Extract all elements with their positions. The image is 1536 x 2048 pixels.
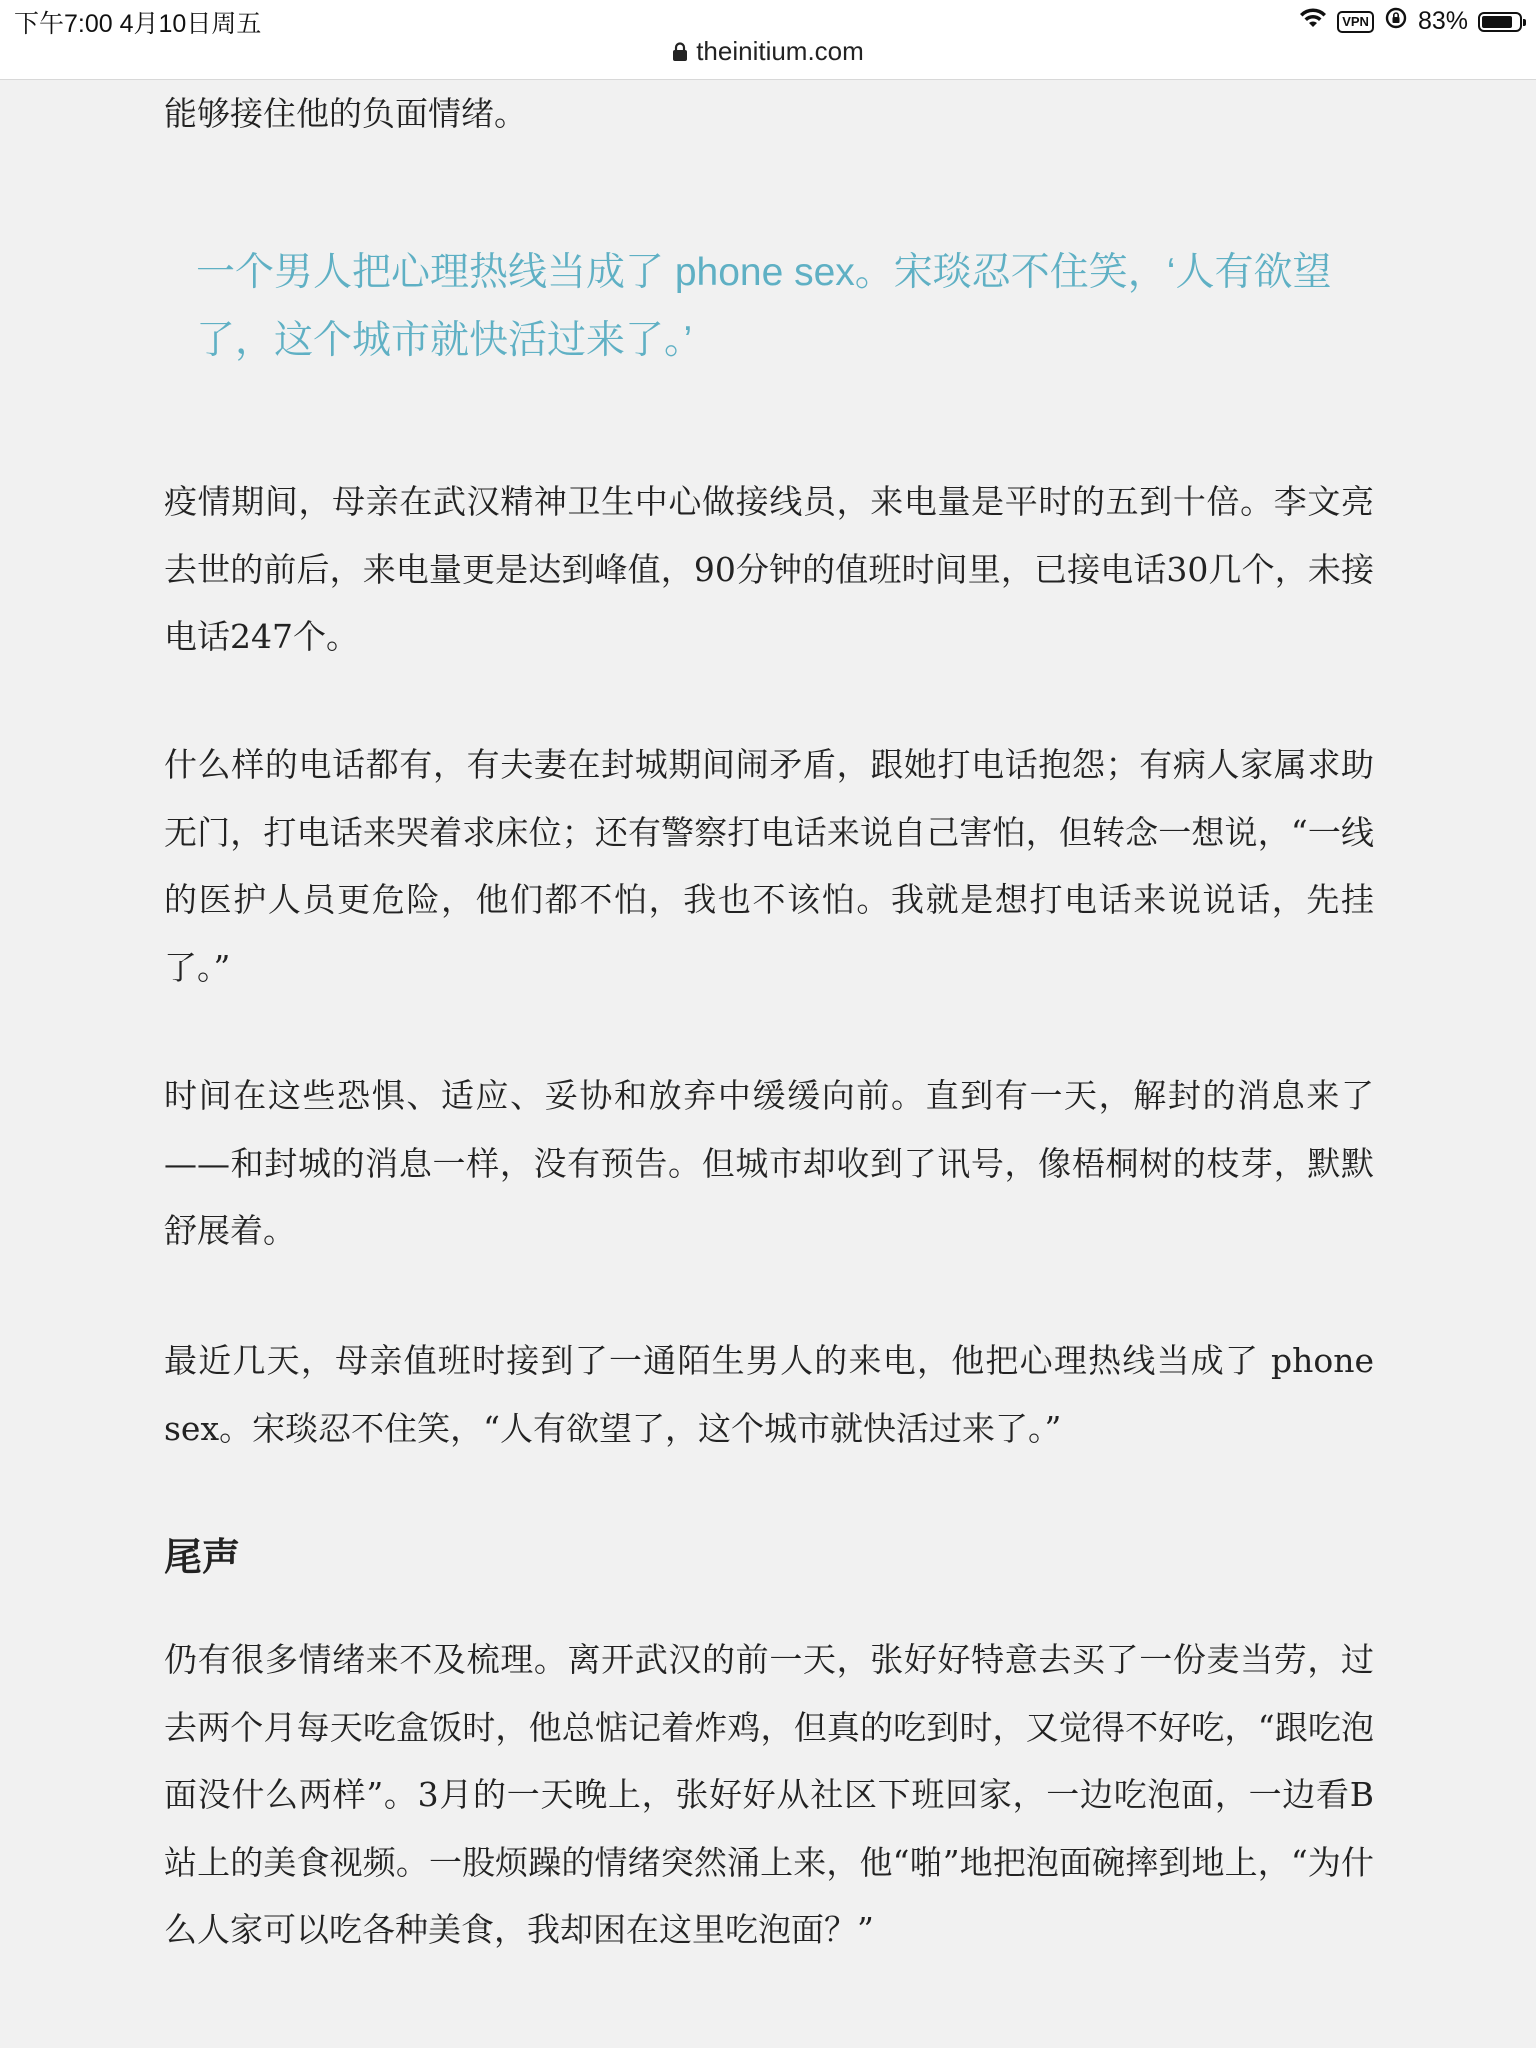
battery-icon: [1478, 12, 1522, 32]
status-indicators: [1299, 6, 1522, 37]
wifi-icon: [1299, 7, 1327, 36]
address-bar[interactable]: [0, 36, 1536, 69]
article-paragraph: 最近几天，母亲值班时接到了一通陌生男人的来电，他把心理热线当成了 phone sex。宋琰忍不住笑，“人有欲望了，这个城市就快活过来了。”: [164, 1341, 1374, 1448]
article-paragraph: 仍有很多情绪来不及梳理。离开武汉的前一天，张好好特意去买了一份麦当劳，过去两个月每天吃盒饭时，他总惦记着炸鸡，但真的吃到时，又觉得不好吃，“跟吃泡面没什么两样”。3月的一天晚上，张好好从社区下班回家，一边吃泡面，一边看B站上的美食视频。一股烦躁的情绪突然涌上来，他“啪”地把泡面碗摔到地上，“为什么人家可以吃各种美食，我却困在这里吃泡面？”: [164, 1640, 1374, 1949]
article-paragraph: 什么样的电话都有，有夫妻在封城期间闹矛盾，跟她打电话抱怨；有病人家属求助无门，打电话来哭着求床位；还有警察打电话来说自己害怕，但转念一想说，“一线的医护人员更危险，他们都不怕，我也不该怕。我就是想打电话来说说话，先挂了。”: [164, 745, 1374, 987]
article-paragraph: 时间在这些恐惧、适应、妥协和放弃中缓缓向前。直到有一天，解封的消息来了——和封城的消息一样，没有预告。但城市却收到了讯号，像梧桐树的枝芽，默默舒展着。: [164, 1076, 1374, 1250]
article-paragraph: 疫情期间，母亲在武汉精神卫生中心做接线员，来电量是平时的五到十倍。李文亮去世的前后，来电量更是达到峰值，90分钟的值班时间里，已接电话30几个，未接电话247个。: [164, 482, 1374, 656]
battery-level-fill: [1482, 16, 1512, 28]
battery-percent: 83%: [1417, 7, 1468, 35]
intro-tail-paragraph: 能够接住他的负面情绪。: [164, 94, 527, 133]
orientation-lock-icon: [1384, 6, 1408, 37]
status-bar: [0, 0, 1536, 80]
vpn-icon: VPN: [1337, 11, 1374, 33]
lock-icon: [672, 38, 688, 69]
status-time-date: 下午7:00 4月10日周五: [14, 10, 262, 38]
section-heading: 尾声: [164, 1537, 241, 1579]
pull-quote: 一个男人把心理热线当成了 phone sex。宋琰忍不住笑，‘人有欲望了，这个城市就快活过来了。’: [196, 251, 1332, 362]
url-text: theinitium.com: [696, 36, 864, 66]
